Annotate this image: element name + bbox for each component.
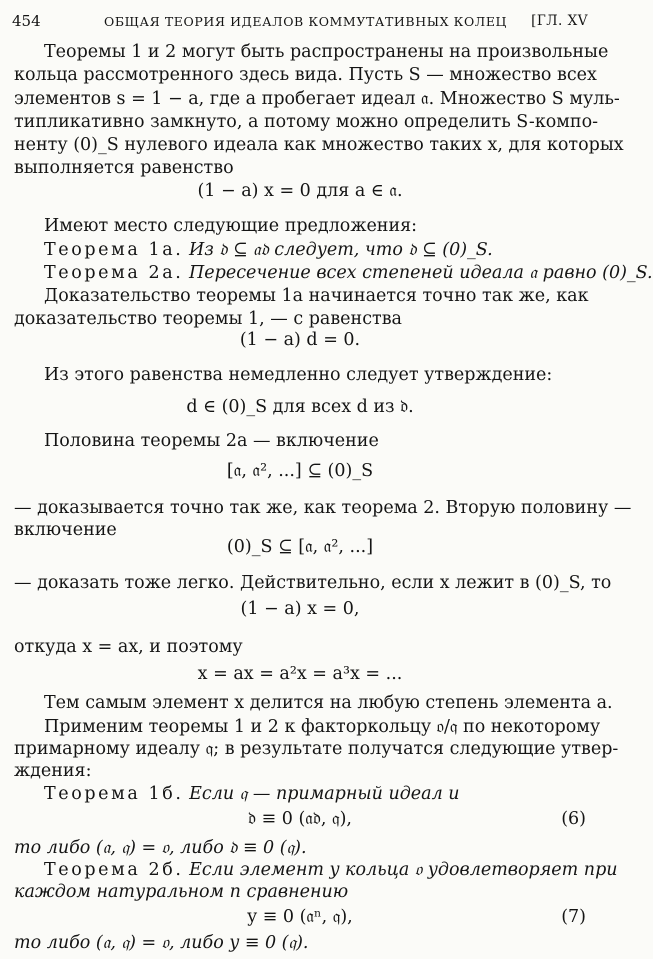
- paragraph-line: кольца рассмотренного здесь вида. Пусть S — множество всех: [14, 65, 597, 85]
- paragraph-line: доказательство теоремы 1, — с равенства: [14, 309, 402, 329]
- theorem-label: Теорема 2б.: [44, 860, 184, 880]
- theorem-conclusion: то либо (𝔞, 𝔮) = 𝔬, либо 𝔡 ≡ 0 (𝔮).: [14, 838, 307, 858]
- paragraph-line: включение: [14, 520, 117, 540]
- paragraph-line: выполняется равенство: [14, 158, 234, 178]
- paragraph-line: откуда x = ax, и поэтому: [14, 637, 243, 657]
- paragraph-line: ждения:: [14, 761, 92, 781]
- paragraph-line: — доказать тоже легко. Действительно, если x лежит в (0)_S, то: [14, 573, 612, 593]
- display-equation: (0)_S ⊆ [𝔞, 𝔞², ...]: [226, 537, 374, 557]
- paragraph-line: Из этого равенства немедленно следует утверждение:: [44, 365, 553, 385]
- theorem-statement: Из 𝔡 ⊆ 𝔞𝔡 следует, что 𝔡 ⊆ (0)_S.: [189, 240, 493, 260]
- display-equation: x = ax = a²x = a³x = ...: [197, 664, 403, 684]
- paragraph-line: ненту (0)_S нулевого идеала как множество таких x, для которых: [14, 135, 624, 155]
- theorem-conclusion: то либо (𝔞, 𝔮) = 𝔬, либо y ≡ 0 (𝔮).: [14, 933, 309, 953]
- theorem-statement: Если элемент y кольца 𝔬 удовлетворяет при: [189, 860, 618, 880]
- display-equation: y ≡ 0 (𝔞ⁿ, 𝔮),: [247, 907, 353, 927]
- paragraph-line: Теоремы 1 и 2 могут быть распространены на произвольные: [44, 42, 609, 62]
- theorem-statement-line: каждом натуральном n сравнению: [14, 882, 349, 902]
- running-title: ОБЩАЯ ТЕОРИЯ ИДЕАЛОВ КОММУТАТИВНЫХ КОЛЕЦ: [104, 14, 508, 29]
- theorem-2b: [44, 859, 618, 881]
- paragraph-line: элементов s = 1 − a, где a пробегает идеал 𝔞. Множество S муль-: [14, 89, 620, 109]
- display-equation: d ∈ (0)_S для всех d из 𝔡.: [186, 397, 414, 417]
- running-header: [12, 10, 588, 34]
- display-equation: 𝔡 ≡ 0 (𝔞𝔡, 𝔮),: [248, 809, 352, 829]
- display-equation: [𝔞, 𝔞², ...] ⊆ (0)_S: [226, 461, 374, 481]
- paragraph-line: Доказательство теоремы 1а начинается точно так же, как: [44, 286, 589, 306]
- page-number: 454: [12, 12, 41, 30]
- paragraph-line: Применим теоремы 1 и 2 к факторкольцу 𝔬/𝔮 по некоторому: [44, 717, 601, 737]
- theorem-2a: [44, 262, 653, 284]
- paragraph-line: типликативно замкнуто, а потому можно определить S-компо-: [14, 112, 599, 132]
- paragraph-line: примарному идеалу 𝔮; в результате получатся следующие утвер-: [14, 739, 619, 759]
- display-equation: (1 − a) x = 0 для a ∈ 𝔞.: [197, 181, 403, 201]
- paragraph-line: Имеют место следующие предложения:: [44, 216, 418, 236]
- theorem-label: Теорема 1а.: [44, 240, 184, 260]
- paragraph-line: Тем самым элемент x делится на любую степень элемента a.: [44, 693, 613, 713]
- equation-number: (7): [561, 907, 586, 927]
- theorem-statement: Пересечение всех степеней идеала 𝔞 равно (0)_S.: [189, 263, 653, 283]
- paragraph-line: — доказывается точно так же, как теорема 2. Вторую половину —: [14, 498, 632, 518]
- theorem-label: Теорема 1б.: [44, 784, 184, 804]
- paragraph-line: Половина теоремы 2а — включение: [44, 431, 379, 451]
- theorem-label: Теорема 2а.: [44, 263, 184, 283]
- theorem-1b: [44, 783, 586, 805]
- theorem-1a: [44, 239, 586, 261]
- chapter-marker: [ГЛ. XV: [531, 13, 588, 29]
- theorem-statement: Если 𝔮 — примарный идеал и: [189, 784, 460, 804]
- display-equation: (1 − a) x = 0,: [240, 599, 360, 619]
- equation-number: (6): [561, 809, 586, 829]
- display-equation: (1 − a) d = 0.: [239, 330, 361, 350]
